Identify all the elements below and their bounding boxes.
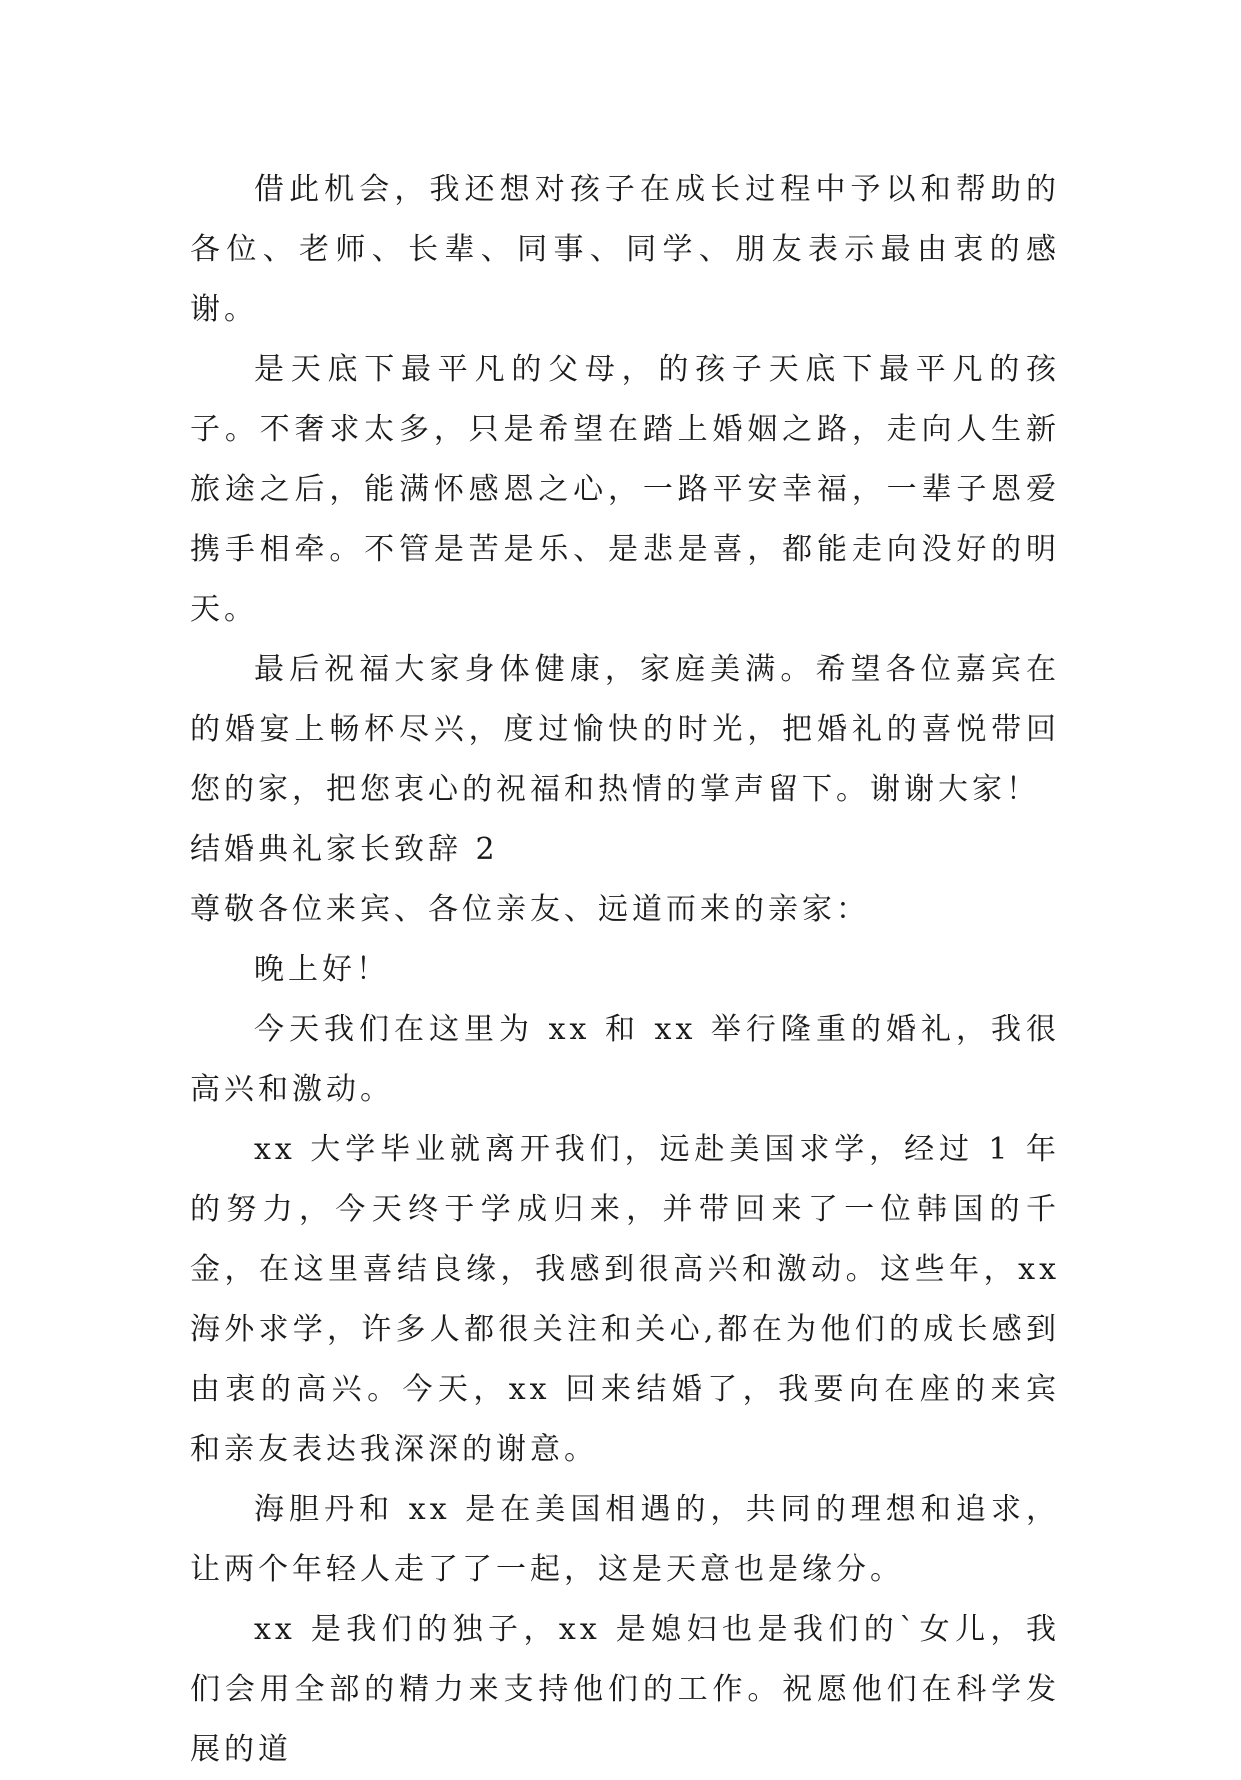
- paragraph-blessing: 最后祝福大家身体健康，家庭美满。希望各位嘉宾在的婚宴上畅杯尽兴，度过愉快的时光，把婚礼的喜悦带回您的家，把您衷心的祝福和热情的掌声留下。谢谢大家！: [190, 652, 1060, 807]
- paragraph-meeting: 海胆丹和 xx 是在美国相遇的，共同的理想和追求，让两个年轻人走了了一起，这是天意也是缘分。: [190, 1492, 1060, 1587]
- paragraph-wedding-intro: 今天我们在这里为 xx 和 xx 举行隆重的婚礼，我很高兴和激动。: [190, 1012, 1060, 1107]
- section-heading: 结婚典礼家长致辞 2: [190, 832, 499, 867]
- paragraph-thanks: 借此机会，我还想对孩子在成长过程中予以和帮助的各位、老师、长辈、同事、同学、朋友表示最由衷的感谢。: [190, 172, 1060, 327]
- salutation: 尊敬各位来宾、各位亲友、远道而来的亲家：: [190, 892, 870, 927]
- paragraph-study-abroad: xx 大学毕业就离开我们，远赴美国求学，经过 1 年的努力，今天终于学成归来，并带回来了一位韩国的千金，在这里喜结良缘，我感到很高兴和激动。这些年，xx 海外求学，许多人都很关注和关心,都在为他们的成长感到由衷的高兴。今天，xx 回来结婚了，我要向在座的来宾和亲友表达我深深的谢意。: [190, 1132, 1060, 1467]
- paragraph-parents-wish: 是天底下最平凡的父母，的孩子天底下最平凡的孩子。不奢求太多，只是希望在踏上婚姻之路，走向人生新旅途之后，能满怀感恩之心，一路平安幸福，一辈子恩爱携手相牵。不管是苦是乐、是悲是喜，都能走向没好的明天。: [190, 352, 1060, 627]
- document-body: [190, 160, 1060, 1780]
- greeting: 晚上好！: [254, 952, 390, 987]
- paragraph-support: xx 是我们的独子，xx 是媳妇也是我们的`女儿，我们会用全部的精力来支持他们的工作。祝愿他们在科学发展的道: [190, 1612, 1060, 1767]
